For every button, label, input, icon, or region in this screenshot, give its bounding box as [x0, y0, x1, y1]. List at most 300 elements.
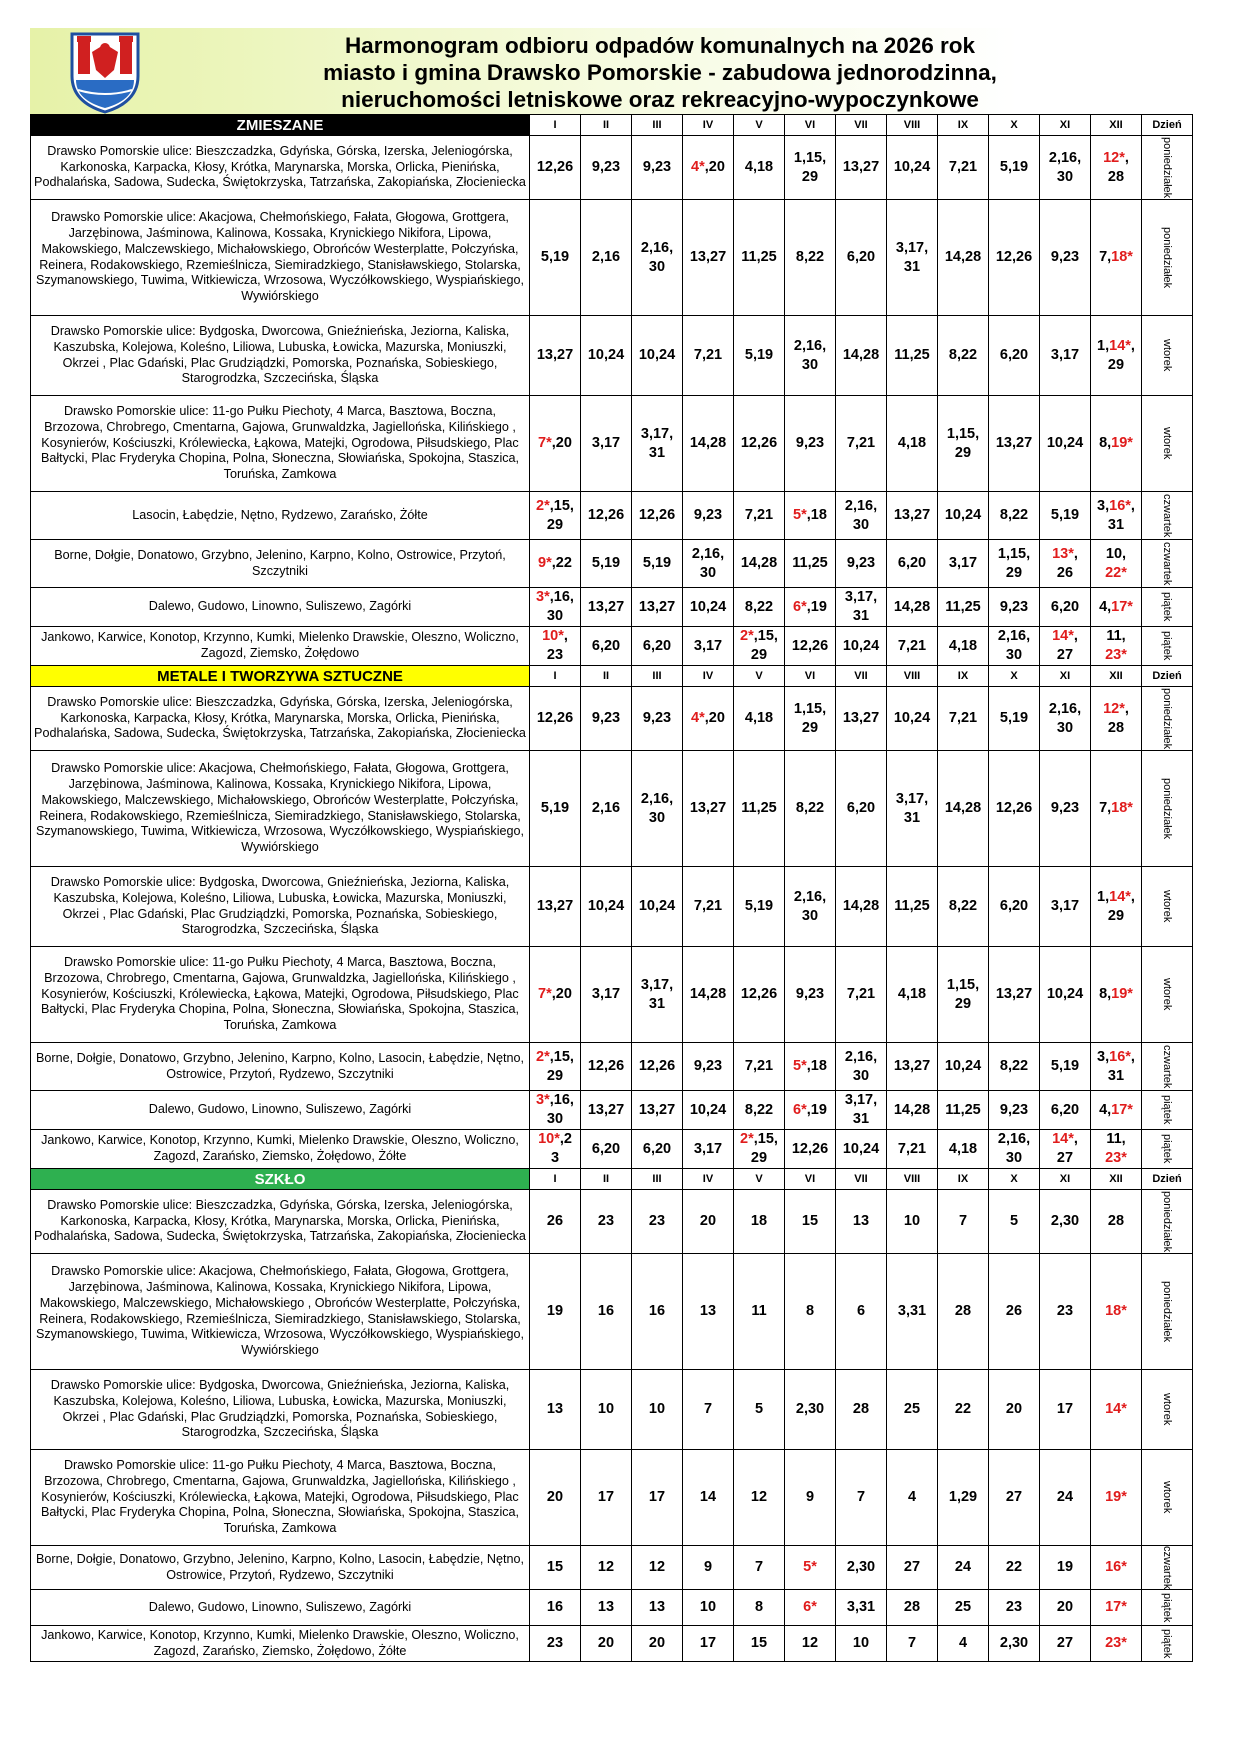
date-cell: 10 — [632, 1370, 683, 1450]
title-line-3: nieruchomości letniskowe oraz rekreacyjno-wypoczynkowe — [341, 87, 979, 112]
weekday-cell: wtorek — [1142, 867, 1193, 947]
date-cell: 5,19 — [1040, 1043, 1091, 1091]
date-cell: 7,21 — [887, 627, 938, 666]
date-cell: 6,20 — [581, 1130, 632, 1169]
date-cell: 28 — [836, 1370, 887, 1450]
date-cell: 13 — [581, 1590, 632, 1626]
address-cell: Lasocin, Łabędzie, Nętno, Rydzewo, Zarańsko, Żółte — [31, 492, 530, 540]
date-cell: 11,25 — [938, 1091, 989, 1130]
date-cell: 11,25 — [734, 751, 785, 867]
month-header: XI — [1040, 666, 1091, 687]
red-date: 17* — [1111, 1101, 1133, 1118]
date-cell: 14,28 — [734, 540, 785, 588]
address-cell: Dalewo, Gudowo, Linowno, Suliszewo, Zagórki — [31, 588, 530, 627]
date-cell: 6*,19 — [785, 588, 836, 627]
weekday-cell: wtorek — [1142, 316, 1193, 396]
date-cell: 3,31 — [836, 1590, 887, 1626]
month-header: VII — [836, 1169, 887, 1190]
date-cell: 23 — [581, 1190, 632, 1254]
month-header: IV — [683, 115, 734, 136]
date-cell: 11, 23* — [1091, 627, 1142, 666]
weekday-cell: piątek — [1142, 1590, 1193, 1626]
date-cell: 2,16, 30 — [836, 492, 887, 540]
date-cell — [1091, 1546, 1142, 1590]
month-header: IV — [683, 666, 734, 687]
date-cell: 12,26 — [530, 687, 581, 751]
date-cell: 2,30 — [1040, 1190, 1091, 1254]
schedule-row — [31, 947, 1193, 1043]
address-cell: Drawsko Pomorskie ulice: Akacjowa, Chełmońskiego, Fałata, Głogowa, Grottgera, Jarzębinowa, Jaśminowa, Kalinowa, Kossaka, Krynickiego Nikifora, Lipowa, Makowskiego, Malczewskiego, Michałowskiego, Obrońców Westerplatte, Połczyńska, Reinera, Rodakowskiego, Rzemieślnicza, Siemiradzkiego, Stanisławskiego, Stolarska, Szymanowskiego, Tuwima, Witkiewicza, Wrzosowa, Wyczółkowskiego, Wyspiańskiego, Wywiórskiego — [31, 751, 530, 867]
date-cell: 4,18 — [734, 136, 785, 200]
date-cell: 1,14*, 29 — [1091, 316, 1142, 396]
date-cell: 27 — [989, 1450, 1040, 1546]
date-cell: 12,26 — [785, 627, 836, 666]
schedule-row — [31, 1626, 1193, 1662]
date-cell: 7 — [887, 1626, 938, 1662]
date-cell: 9 — [785, 1450, 836, 1546]
month-header: XII — [1091, 1169, 1142, 1190]
red-date: 16* — [1105, 1559, 1127, 1576]
date-cell: 8,22 — [938, 316, 989, 396]
date-cell: 9,23 — [632, 687, 683, 751]
date-cell: 6,20 — [887, 540, 938, 588]
date-cell: 3,17 — [1040, 316, 1091, 396]
date-cell: 1,15, 29 — [989, 540, 1040, 588]
date-cell: 11,25 — [887, 867, 938, 947]
date-cell: 5,19 — [632, 540, 683, 588]
date-cell: 2,16, 30 — [683, 540, 734, 588]
month-header: VII — [836, 115, 887, 136]
date-cell: 9,23 — [1040, 751, 1091, 867]
date-cell: 14,28 — [938, 200, 989, 316]
date-cell: 15 — [530, 1546, 581, 1590]
address-cell: Drawsko Pomorskie ulice: 11-go Pułku Piechoty, 4 Marca, Basztowa, Boczna, Brzozowa, Chrobrego, Cmentarna, Gajowa, Grunwaldzka, Jagiellońska, Kilińskiego , Kosynierów, Kościuszki, Królewiecka, Łąkowa, Matejki, Ogrodowa, Piłsudskiego, Plac Bałtycki, Plac Fryderyka Chopina, Polna, Słoneczna, Słowiańska, Spokojna, Staszica, Toruńska, Zamkowa — [31, 947, 530, 1043]
date-cell: 19 — [1040, 1546, 1091, 1590]
red-date: 23* — [1105, 647, 1127, 663]
date-cell: 7,18* — [1091, 200, 1142, 316]
date-cell: 14,28 — [836, 316, 887, 396]
red-date: 2* — [536, 1048, 550, 1065]
address-cell: Dalewo, Gudowo, Linowno, Suliszewo, Zagórki — [31, 1590, 530, 1626]
address-cell: Jankowo, Karwice, Konotop, Krzynno, Kumki, Mielenko Drawskie, Oleszno, Woliczno, Zagozd, Zarańsko, Ziemsko, Żołędowo, Żółte — [31, 1130, 530, 1169]
red-date: 23* — [1105, 1635, 1127, 1652]
date-cell: 2,30 — [785, 1370, 836, 1450]
date-cell: 10,24 — [887, 687, 938, 751]
weekday-cell: poniedziałek — [1142, 200, 1193, 316]
date-cell: 1,15, 29 — [938, 396, 989, 492]
month-header: X — [989, 1169, 1040, 1190]
date-cell: 6,20 — [836, 751, 887, 867]
month-header: I — [530, 1169, 581, 1190]
date-cell: 8,22 — [785, 200, 836, 316]
month-header: I — [530, 115, 581, 136]
date-cell — [785, 1546, 836, 1590]
date-cell: 13,27 — [683, 200, 734, 316]
red-date: 14* — [1109, 888, 1131, 905]
date-cell: 10,24 — [836, 627, 887, 666]
date-cell: 6 — [836, 1254, 887, 1370]
date-cell: 3,17, 31 — [887, 200, 938, 316]
red-date: 10* — [542, 628, 564, 644]
date-cell: 9,23 — [785, 947, 836, 1043]
date-cell: 13,27 — [989, 396, 1040, 492]
date-cell: 4,18 — [887, 947, 938, 1043]
date-cell: 25 — [938, 1590, 989, 1626]
date-cell: 9*,22 — [530, 540, 581, 588]
date-cell: 13,27 — [581, 588, 632, 627]
date-cell: 20 — [683, 1190, 734, 1254]
month-header: XI — [1040, 115, 1091, 136]
date-cell: 9,23 — [989, 1091, 1040, 1130]
date-cell: 20 — [632, 1626, 683, 1662]
date-cell: 4,17* — [1091, 588, 1142, 627]
weekday-cell: czwartek — [1142, 1546, 1193, 1590]
month-header: XII — [1091, 666, 1142, 687]
address-cell: Drawsko Pomorskie ulice: Akacjowa, Chełmońskiego, Fałata, Głogowa, Grottgera, Jarzębinowa, Jaśminowa, Kalinowa, Kossaka, Krynickiego Nikifora, Lipowa, Makowskiego, Malczewskiego, Michałowskiego , Obrońców Westerplatte, Połczyńska, Reinera, Rodakowskiego, Rzemieślnicza, Siemiradzkiego, Stanisławskiego, Stolarska, Szymanowskiego, Tuwima, Witkiewicza, Wrzosowa, Wyczółkowskiego, Wyspiańskiego, Wywiórskiego — [31, 1254, 530, 1370]
month-header: VI — [785, 115, 836, 136]
date-cell: 5,19 — [1040, 492, 1091, 540]
date-cell: 6,20 — [581, 627, 632, 666]
date-cell: 13,27 — [887, 1043, 938, 1091]
date-cell: 12,26 — [632, 1043, 683, 1091]
schedule-row — [31, 1370, 1193, 1450]
date-cell: 12 — [632, 1546, 683, 1590]
red-date: 5* — [803, 1559, 817, 1576]
month-header: II — [581, 115, 632, 136]
red-date: 14* — [1052, 1131, 1074, 1147]
date-cell: 3,17 — [581, 947, 632, 1043]
weekday-cell: czwartek — [1142, 1043, 1193, 1091]
date-cell: 7,21 — [887, 1130, 938, 1169]
date-cell: 8 — [734, 1590, 785, 1626]
weekday-cell: piątek — [1142, 588, 1193, 627]
date-cell: 9,23 — [581, 687, 632, 751]
date-cell: 10,24 — [938, 492, 989, 540]
date-cell: 2,30 — [836, 1546, 887, 1590]
date-cell: 3,17 — [1040, 867, 1091, 947]
date-cell: 4,18 — [734, 687, 785, 751]
date-cell: 17 — [581, 1450, 632, 1546]
weekday-cell: poniedziałek — [1142, 751, 1193, 867]
date-cell: 5,19 — [734, 316, 785, 396]
date-cell: 7,21 — [734, 1043, 785, 1091]
date-cell: 9,23 — [632, 136, 683, 200]
date-cell: 11,25 — [887, 316, 938, 396]
month-header: XI — [1040, 1169, 1091, 1190]
date-cell: 13*, 26 — [1040, 540, 1091, 588]
date-cell: 4,18 — [887, 396, 938, 492]
date-cell — [1091, 1450, 1142, 1546]
date-cell: 16 — [581, 1254, 632, 1370]
date-cell: 1,15, 29 — [785, 136, 836, 200]
date-cell: 9,23 — [989, 588, 1040, 627]
schedule-row — [31, 1043, 1193, 1091]
date-cell: 12,26 — [632, 492, 683, 540]
date-cell: 14,28 — [683, 947, 734, 1043]
red-date: 12* — [1103, 149, 1125, 166]
date-cell: 4 — [938, 1626, 989, 1662]
date-cell: 10,24 — [581, 867, 632, 947]
weekday-cell: piątek — [1142, 627, 1193, 666]
month-header: VII — [836, 666, 887, 687]
title-line-2: miasto i gmina Drawsko Pomorskie - zabudowa jednorodzinna, — [323, 60, 997, 85]
date-cell: 17 — [632, 1450, 683, 1546]
weekday-cell: wtorek — [1142, 1450, 1193, 1546]
date-cell: 12,26 — [785, 1130, 836, 1169]
red-date: 9* — [538, 555, 552, 571]
date-cell: 10,24 — [683, 1091, 734, 1130]
date-cell: 19 — [530, 1254, 581, 1370]
red-date: 19* — [1111, 986, 1133, 1002]
month-header: VIII — [887, 666, 938, 687]
date-cell: 11 — [734, 1254, 785, 1370]
date-cell — [1091, 1370, 1142, 1450]
red-date: 4* — [691, 159, 705, 175]
schedule-row — [31, 627, 1193, 666]
address-cell: Drawsko Pomorskie ulice: Bieszczadzka, Gdyńska, Górska, Izerska, Jeleniogórska, Karkonoska, Karpacka, Kłosy, Krótka, Marynarska, Morska, Orlicka, Pienińska, Podhalańska, Sadowa, Sudecka, Świętokrzyska, Tatrzańska, Zakopiańska, Złocieniecka — [31, 136, 530, 200]
red-date: 14* — [1109, 337, 1131, 354]
schedule-row — [31, 200, 1193, 316]
date-cell — [1091, 1626, 1142, 1662]
month-header: XII — [1091, 115, 1142, 136]
weekday-cell: piątek — [1142, 1626, 1193, 1662]
red-date: 17* — [1105, 1599, 1127, 1616]
schedule-row — [31, 588, 1193, 627]
schedule-row — [31, 396, 1193, 492]
date-cell: 26 — [989, 1254, 1040, 1370]
date-cell: 2*,15, 29 — [530, 1043, 581, 1091]
red-date: 3* — [536, 589, 550, 605]
schedule-row — [31, 1590, 1193, 1626]
red-date: 5* — [793, 507, 807, 523]
date-cell: 18 — [734, 1190, 785, 1254]
day-header: Dzień — [1142, 1169, 1193, 1190]
address-cell: Drawsko Pomorskie ulice: Bieszczadzka, Gdyńska, Górska, Izerska, Jeleniogórska, Karkonoska, Karpacka, Kłosy, Krótka, Marynarska, Morska, Orlicka, Pienińska, Podhalańska, Sadowa, Sudecka, Świętokrzyska, Tatrzańska, Zakopiańska, Złocieniecka — [31, 687, 530, 751]
date-cell: 7 — [734, 1546, 785, 1590]
date-cell: 12 — [581, 1546, 632, 1590]
date-cell: 6,20 — [836, 200, 887, 316]
date-cell: 16 — [530, 1590, 581, 1626]
date-cell: 9,23 — [683, 1043, 734, 1091]
schedule-row — [31, 1546, 1193, 1590]
date-cell: 8,19* — [1091, 396, 1142, 492]
date-cell: 5,19 — [989, 687, 1040, 751]
date-cell: 20 — [1040, 1590, 1091, 1626]
address-cell: Drawsko Pomorskie ulice: Akacjowa, Chełmońskiego, Fałata, Głogowa, Grottgera, Jarzębinowa, Jaśminowa, Kalinowa, Kossaka, Krynickiego Nikifora, Lipowa, Makowskiego, Malczewskiego, Michałowskiego, Obrońców Westerplatte, Połczyńska, Reinera, Rodakowskiego, Rzemieślnicza, Siemiradzkiego, Stanisławskiego, Stolarska, Szymanowskiego, Tuwima, Witkiewicza, Wrzosowa, Wyczółkowskiego, Wyspiańskiego, Wywiórskiego — [31, 200, 530, 316]
date-cell: 10,24 — [1040, 947, 1091, 1043]
date-cell: 22 — [938, 1370, 989, 1450]
date-cell: 10 — [683, 1590, 734, 1626]
month-header: IX — [938, 1169, 989, 1190]
date-cell: 16 — [632, 1254, 683, 1370]
date-cell: 13,27 — [887, 492, 938, 540]
address-cell: Jankowo, Karwice, Konotop, Krzynno, Kumki, Mielenko Drawskie, Oleszno, Woliczno, Zagozd, Zarańsko, Ziemsko, Żołędowo, Żółte — [31, 1626, 530, 1662]
section-title: ZMIESZANE — [31, 115, 530, 136]
date-cell: 7,21 — [836, 947, 887, 1043]
date-cell: 7,21 — [836, 396, 887, 492]
date-cell: 3,17, 31 — [632, 947, 683, 1043]
date-cell: 3,17 — [938, 540, 989, 588]
date-cell: 8,19* — [1091, 947, 1142, 1043]
red-date: 13* — [1052, 545, 1074, 562]
date-cell: 13,27 — [683, 751, 734, 867]
date-cell: 7*,20 — [530, 396, 581, 492]
schedule-row — [31, 867, 1193, 947]
month-header: VI — [785, 1169, 836, 1190]
date-cell: 28 — [938, 1254, 989, 1370]
address-cell: Dalewo, Gudowo, Linowno, Suliszewo, Zagórki — [31, 1091, 530, 1130]
weekday-cell: poniedziałek — [1142, 1190, 1193, 1254]
date-cell: 1,14*, 29 — [1091, 867, 1142, 947]
date-cell: 12,26 — [989, 200, 1040, 316]
date-cell: 2,16 — [581, 751, 632, 867]
red-date: 18* — [1105, 1303, 1127, 1319]
date-cell: 2*,15, 29 — [734, 627, 785, 666]
date-cell: 13 — [632, 1590, 683, 1626]
date-cell: 12,26 — [581, 1043, 632, 1091]
date-cell: 14,28 — [836, 867, 887, 947]
date-cell: 23 — [1040, 1254, 1091, 1370]
date-cell: 12*, 28 — [1091, 136, 1142, 200]
date-cell: 5 — [989, 1190, 1040, 1254]
date-cell: 6*,19 — [785, 1091, 836, 1130]
date-cell: 9,23 — [1040, 200, 1091, 316]
date-cell: 20 — [530, 1450, 581, 1546]
date-cell: 4,17* — [1091, 1091, 1142, 1130]
date-cell: 10*,2 3 — [530, 1130, 581, 1169]
date-cell: 7*,20 — [530, 947, 581, 1043]
date-cell: 6,20 — [989, 867, 1040, 947]
date-cell: 1,15, 29 — [938, 947, 989, 1043]
address-cell: Borne, Dołgie, Donatowo, Grzybno, Jelenino, Karpno, Kolno, Ostrowice, Przytoń, Szczytniki — [31, 540, 530, 588]
date-cell: 11,25 — [734, 200, 785, 316]
date-cell: 2*,15, 29 — [530, 492, 581, 540]
date-cell: 2,30 — [989, 1626, 1040, 1662]
red-date: 18* — [1111, 249, 1133, 265]
month-header: X — [989, 666, 1040, 687]
red-date: 7* — [538, 986, 552, 1002]
red-date: 16* — [1109, 497, 1131, 514]
date-cell: 8 — [785, 1254, 836, 1370]
date-cell: 13,27 — [836, 136, 887, 200]
date-cell: 6,20 — [632, 627, 683, 666]
address-cell: Drawsko Pomorskie ulice: Bydgoska, Dworcowa, Gnieźnieńska, Jeziorna, Kaliska, Kaszubska, Kolejowa, Koleśno, Liliowa, Lubuska, Łowicka, Mazurska, Moniuszki, Okrzei , Plac Gdański, Plac Grudziądzki, Pomorska, Poznańska, Sobieskiego, Starogrodzka, Szczecińska, Śląska — [31, 316, 530, 396]
date-cell: 10,24 — [887, 136, 938, 200]
section-header-row — [31, 1169, 1193, 1190]
date-cell: 3*,16, 30 — [530, 1091, 581, 1130]
red-date: 4* — [691, 710, 705, 726]
month-header: I — [530, 666, 581, 687]
weekday-cell: poniedziałek — [1142, 1254, 1193, 1370]
schedule-row — [31, 492, 1193, 540]
weekday-cell: czwartek — [1142, 540, 1193, 588]
month-header: V — [734, 666, 785, 687]
date-cell: 8,22 — [734, 588, 785, 627]
date-cell: 7,21 — [938, 687, 989, 751]
date-cell: 3*,16, 30 — [530, 588, 581, 627]
month-header: IX — [938, 666, 989, 687]
month-header: V — [734, 115, 785, 136]
date-cell: 10,24 — [632, 316, 683, 396]
date-cell: 20 — [989, 1370, 1040, 1450]
date-cell: 10,24 — [938, 1043, 989, 1091]
red-date: 16* — [1109, 1048, 1131, 1065]
date-cell: 9,23 — [785, 396, 836, 492]
weekday-cell: poniedziałek — [1142, 687, 1193, 751]
date-cell: 5,19 — [530, 751, 581, 867]
date-cell: 3,17, 31 — [887, 751, 938, 867]
date-cell: 7 — [938, 1190, 989, 1254]
red-date: 12* — [1103, 700, 1125, 717]
date-cell: 12,26 — [989, 751, 1040, 867]
date-cell: 14 — [683, 1450, 734, 1546]
red-date: 22* — [1105, 564, 1127, 581]
date-cell: 9,23 — [836, 540, 887, 588]
schedule-row — [31, 136, 1193, 200]
date-cell: 10,24 — [1040, 396, 1091, 492]
date-cell: 12,26 — [530, 136, 581, 200]
date-cell: 4,18 — [938, 1130, 989, 1169]
title-line-1: Harmonogram odbioru odpadów komunalnych na 2026 rok — [344, 33, 976, 58]
date-cell: 7,21 — [938, 136, 989, 200]
date-cell: 14*, 27 — [1040, 627, 1091, 666]
address-cell: Jankowo, Karwice, Konotop, Krzynno, Kumki, Mielenko Drawskie, Oleszno, Woliczno, Zagozd, Ziemsko, Żołędowo — [31, 627, 530, 666]
date-cell: 2,16 — [581, 200, 632, 316]
date-cell: 28 — [1091, 1190, 1142, 1254]
date-cell: 9,23 — [683, 492, 734, 540]
date-cell: 12 — [734, 1450, 785, 1546]
section-header-row — [31, 666, 1193, 687]
date-cell: 9 — [683, 1546, 734, 1590]
date-cell: 4,18 — [938, 627, 989, 666]
date-cell: 26 — [530, 1190, 581, 1254]
date-cell: 20 — [581, 1626, 632, 1662]
date-cell: 10,24 — [632, 867, 683, 947]
month-header: III — [632, 1169, 683, 1190]
date-cell: 13 — [836, 1190, 887, 1254]
date-cell: 14,28 — [683, 396, 734, 492]
schedule-row — [31, 316, 1193, 396]
date-cell: 10,24 — [581, 316, 632, 396]
date-cell: 14,28 — [887, 1091, 938, 1130]
date-cell: 10*, 23 — [530, 627, 581, 666]
date-cell: 2,16, 30 — [632, 200, 683, 316]
date-cell: 4*,20 — [683, 687, 734, 751]
schedule-row — [31, 1190, 1193, 1254]
date-cell: 13,27 — [836, 687, 887, 751]
red-date: 2* — [536, 497, 550, 514]
date-cell: 10,24 — [836, 1130, 887, 1169]
date-cell: 14,28 — [938, 751, 989, 867]
date-cell: 10 — [581, 1370, 632, 1450]
schedule-row — [31, 540, 1193, 588]
date-cell: 11,25 — [785, 540, 836, 588]
date-cell: 5*,18 — [785, 492, 836, 540]
weekday-cell: piątek — [1142, 1130, 1193, 1169]
date-cell: 7,18* — [1091, 751, 1142, 867]
date-cell: 7,21 — [683, 867, 734, 947]
date-cell: 24 — [1040, 1450, 1091, 1546]
date-cell: 12,26 — [734, 947, 785, 1043]
red-date: 6* — [803, 1599, 817, 1616]
month-header: X — [989, 115, 1040, 136]
date-cell: 10, 22* — [1091, 540, 1142, 588]
weekday-cell: piątek — [1142, 1091, 1193, 1130]
day-header: Dzień — [1142, 115, 1193, 136]
date-cell: 3,31 — [887, 1254, 938, 1370]
document-title — [160, 32, 1160, 113]
date-cell: 14*, 27 — [1040, 1130, 1091, 1169]
